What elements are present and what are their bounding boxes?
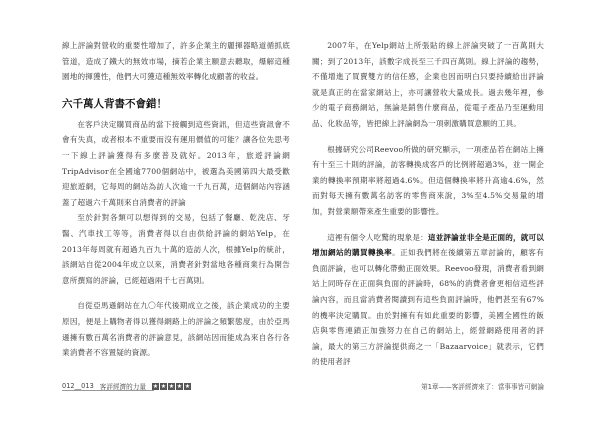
paragraph-3-intro: 這裡有個令人吃驚的現象是： <box>327 232 428 242</box>
right-paragraph-2: 根據研究公司Reevoo所做的研究顯示，一項產品若在網站上擁有十至三十則的評論，訪客轉換成客戶的比例將超過3%，並一開企業的轉換率預期率將超過4.6%。但這個轉換率將升高逾4.6%，然而對每天擁有數萬名訪客的零售商來說，3%至4.5%交易量的增加，對營業額帶來產生重要的影響性。 <box>312 144 544 216</box>
square-icon: ★ <box>176 382 183 390</box>
footer-left <box>62 381 191 391</box>
section-title: 六千萬人背書不會錯！ <box>62 97 167 110</box>
decorative-squares <box>152 383 191 390</box>
square-icon: ★ <box>160 382 167 390</box>
book-title: 客評經濟的力量 <box>99 383 146 391</box>
footer-right: 第1章——客評經濟來了：當事事皆可網論 <box>421 383 544 391</box>
right-paragraph-3 <box>312 230 544 370</box>
left-paragraph-2: 在客戶決定購買商品的當下接觸到這些資訊，但這些資訊會不會有失真，或者根本不重要而沒有運用價值的可能？讓各位先思考一下線上評論獲得有多麼普及就好。2013年，旅遊評論網TripAdvisor在全國逾7700個網站中，被選為美國第四大最受歡迎旅遊網，它每周的網站為訪人次逾一千九百萬，這個網站內容涵蓋了超過六千萬則來自消費者的評論 <box>62 119 290 207</box>
right-page <box>300 0 600 423</box>
left-paragraph-1: 線上評論對營收的重要性增加了，許多企業主的麗揮器略道循抓底管道，造成了鐵大的無效市場，摘若企業主願意去聽取，爆解這種園地的揮獲性，他們大可獲這種無效率轉化成顧著的收益。 <box>62 41 290 82</box>
square-icon: ★ <box>168 382 175 390</box>
left-paragraph-3: 至於針對各類可以想得到的交易，包括了餐廳、乾洗店、牙醫、汽車找工等等，消費者得以自由供給評論的網站Yelp，在2013年每周就有超過九百九十萬的造訪人次，根據Yelp的統計，該網站自從2004年成立以來，消費者針對當地各種商業行為開告意所撰寫的評論，已經超過兩千七百萬則。 <box>62 213 290 285</box>
square-icon: ★ <box>152 382 159 390</box>
left-paragraph-4: 自從亞馬遜網站在九〇年代後期成立之後，該企業成功的主要原因，便是上購物者得以獲得網路上的評論之頻繁態度，由於亞馬遜擁有數百萬名消費者的評論意見，該網站因而能成為來自各行各業消費者不容置疑的資源。 <box>62 301 290 358</box>
square-icon: ★ <box>184 382 191 390</box>
page-numbers: 012__013 <box>62 382 94 390</box>
paragraph-3-body: 。正如我們將在後續第五章討論的，顧客有負面評論，也可以轉化帶動正面效果。Reevoo發現，消費者看到網站上同時存在正面與負面的評論時，68%的消費者會更相信這些評論內容，而且當消費者閱讀到有這些負面評論時，他們甚至有67%的機率決定購買。由於對擁有有如此重要的影響，美國全國性的飯店與零售連鎖正加強努力在自己的網站上，經營網路使用者的評論，最大的第三方評論提供商之一「Bazaarvoice」就表示，它們的使用者評 <box>312 248 544 367</box>
right-paragraph-1: 2007年，在Yelp網站上所張貼的線上評論突破了一百萬則大關；到了2013年，該數字成長至三千四百萬則。線上評論的趨勢，不僅增進了買賣雙方的信任感，企業也因而明白只要持續給出評論就是真正的在當家網站上，亦可讓營收大量成長。過去幾年裡，參少的電子商務網站，無論是銷售什麼商品，從電子產品乃至運動用品、化妝品等，皆把線上評論網為一項刺激購買意願的工具。 <box>312 41 544 128</box>
paragraph-3-emphasis: 這並評論並非全是正面的，就可以增加網站的購買轉換率 <box>312 232 545 258</box>
